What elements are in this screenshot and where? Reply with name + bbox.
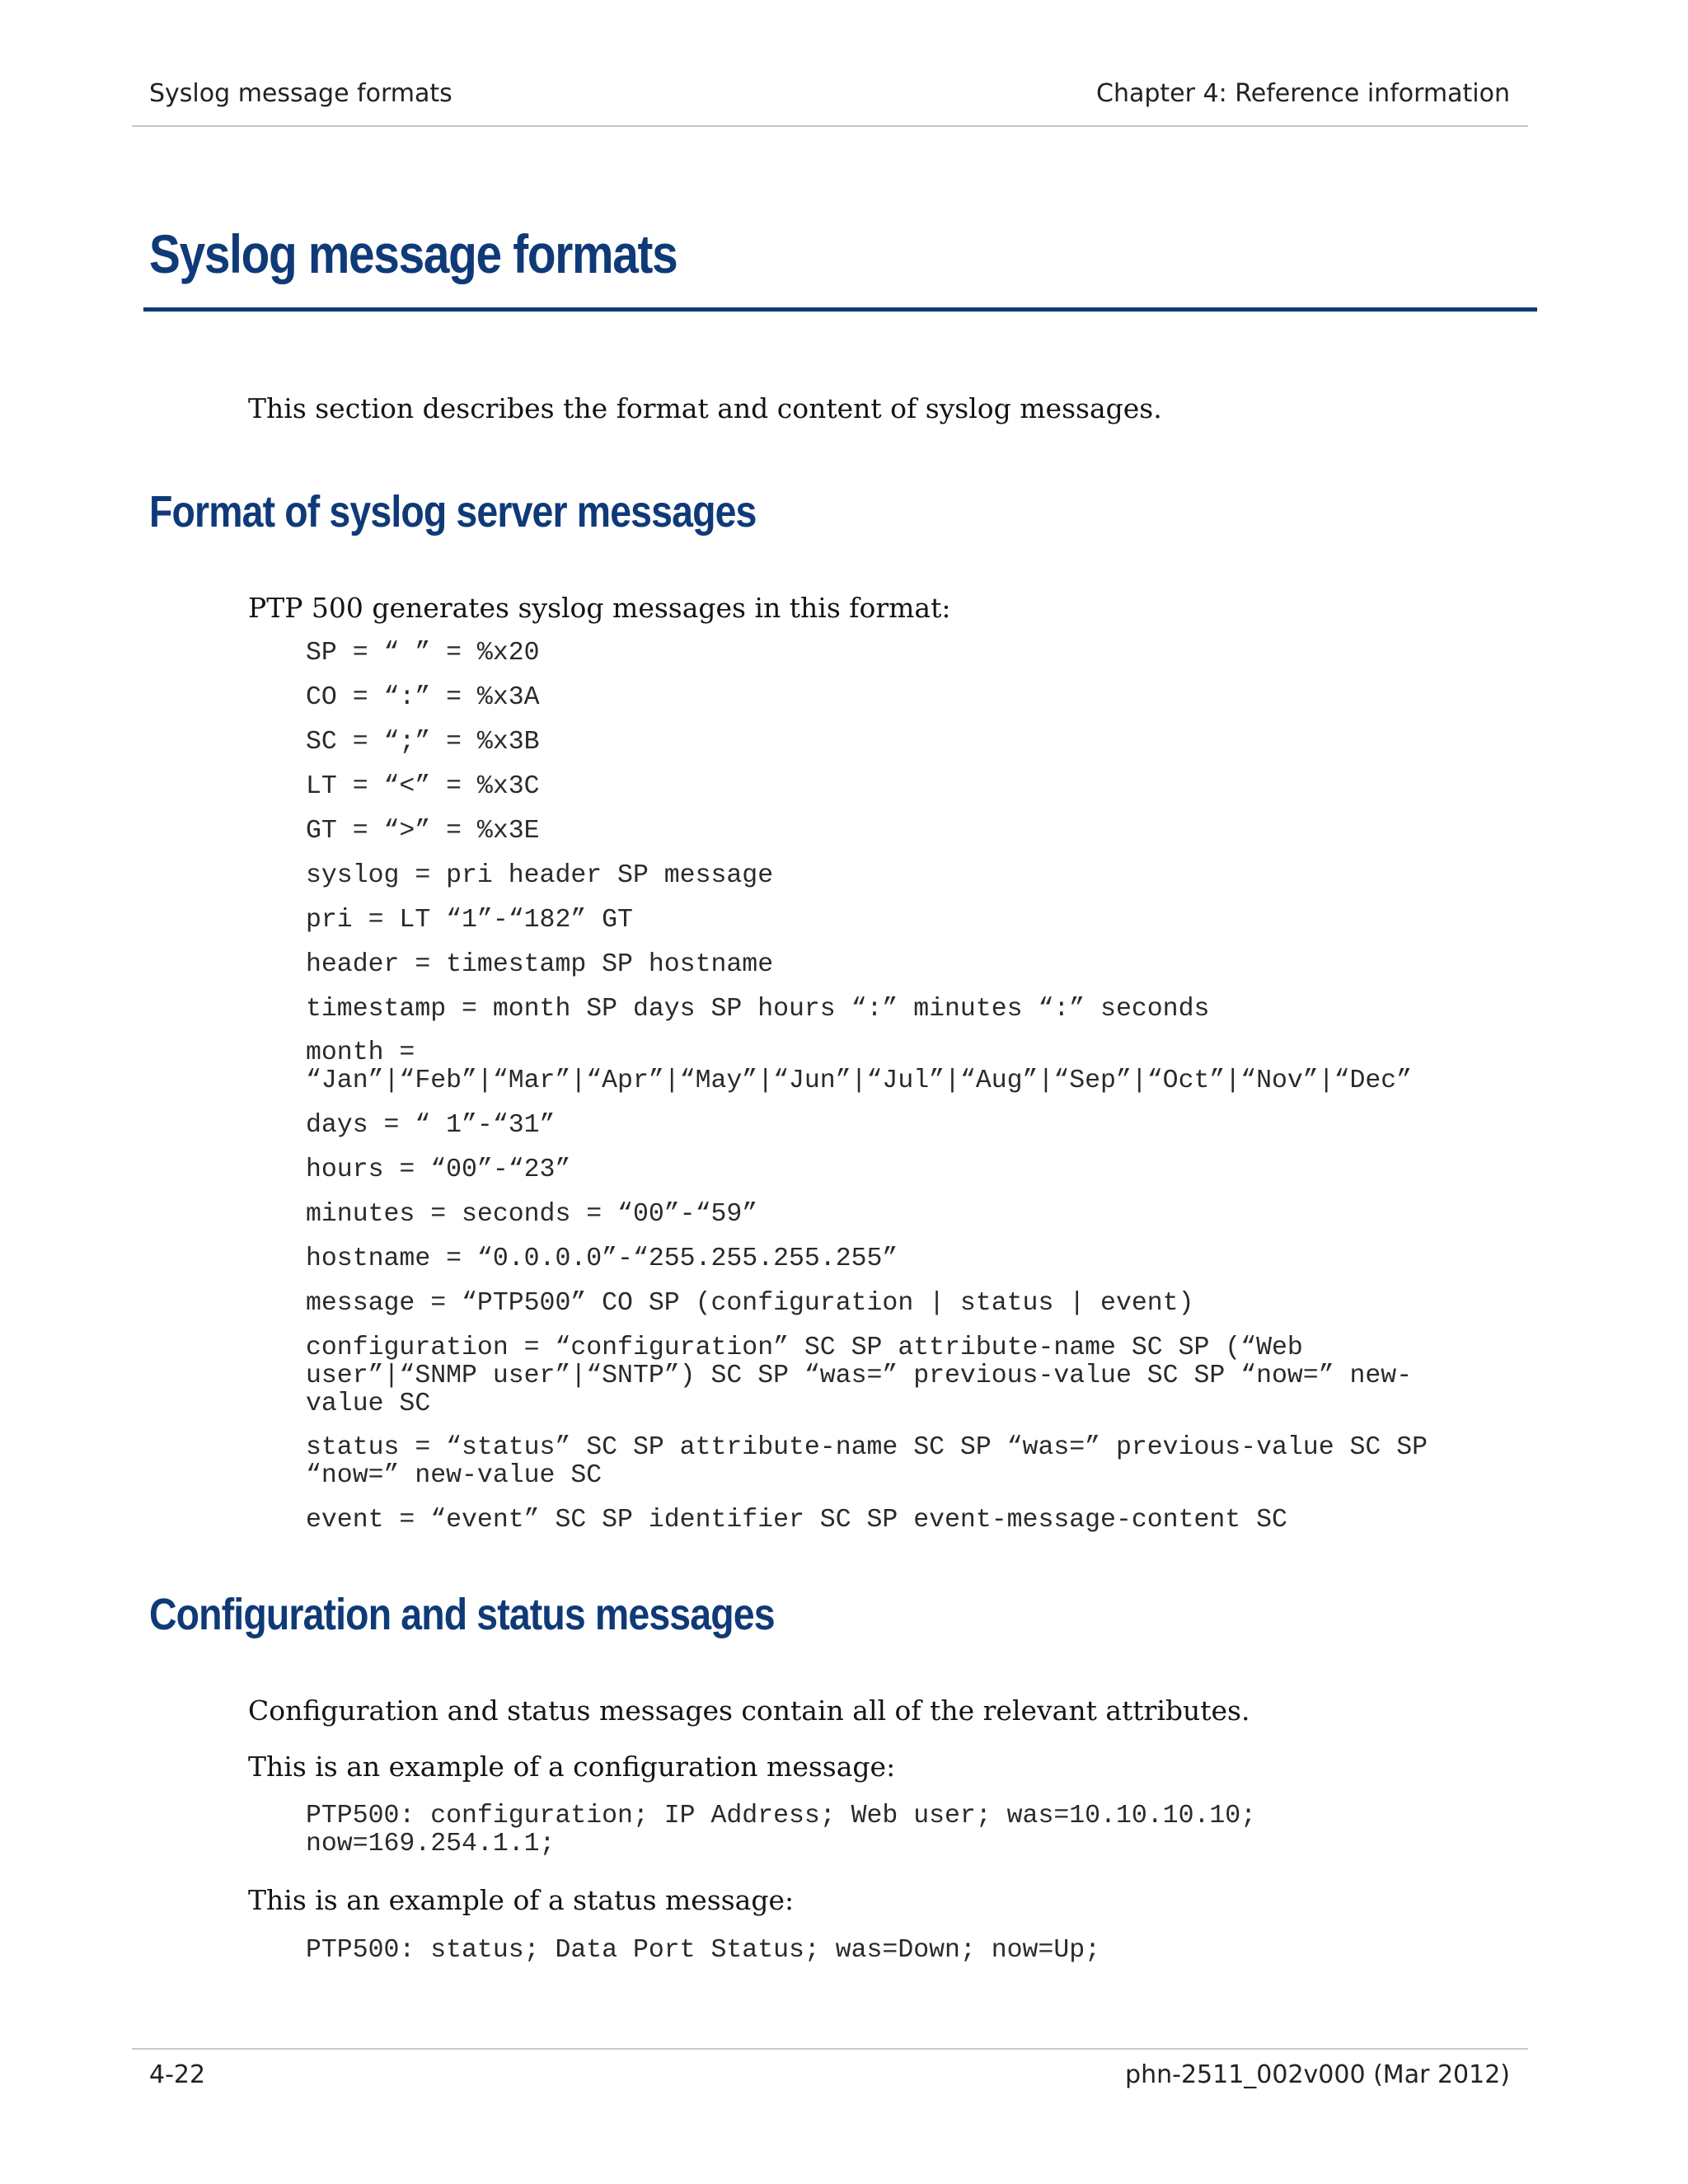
syntax-line-sc: SC = “;” = %x3B [306,728,540,757]
syntax-line-event: event = “event” SC SP identifier SC SP event-message-content SC [306,1506,1287,1535]
syntax-line-status: status = “status” SC SP attribute-name SC SP “was=” previous-value SC SP “now=” new-value SC [306,1433,1428,1490]
format-lead-paragraph: PTP 500 generates syslog messages in this format: [248,592,951,624]
syntax-line-minutes: minutes = seconds = “00”-“59” [306,1200,758,1229]
syntax-line-month: month = “Jan”|“Feb”|“Mar”|“Apr”|“May”|“Jun”|“Jul”|“Aug”|“Sep”|“Oct”|“Nov”|“Dec” [306,1038,1413,1095]
syntax-line-days: days = “ 1”-“31” [306,1111,556,1140]
syntax-line-sp: SP = “ ” = %x20 [306,639,540,668]
config-status-paragraph: Configuration and status messages contain all of the relevant attributes. [248,1694,1250,1727]
syntax-line-syslog: syslog = pri header SP message [306,861,774,890]
syntax-line-timestamp: timestamp = month SP days SP hours “:” minutes “:” seconds [306,995,1210,1024]
config-example-intro: This is an example of a configuration message: [248,1750,896,1783]
header-chapter-name: Chapter 4: Reference information [1096,79,1510,108]
intro-paragraph: This section describes the format and content of syslog messages. [248,392,1162,424]
syntax-line-pri: pri = LT “1”-“182” GT [306,906,633,935]
syntax-line-gt: GT = “>” = %x3E [306,817,540,846]
syntax-line-lt: LT = “<” = %x3C [306,772,540,801]
running-footer [149,2060,1510,2089]
page-title: Syslog message formats [149,223,678,284]
title-underline [143,307,1537,312]
header-divider [132,125,1528,127]
status-example-intro: This is an example of a status message: [248,1884,795,1916]
syntax-line-hostname: hostname = “0.0.0.0”-“255.255.255.255” [306,1244,898,1273]
syntax-line-hours: hours = “00”-“23” [306,1155,571,1184]
footer-divider [132,2048,1528,2050]
running-header [149,79,1510,108]
document-id: phn-2511_002v000 (Mar 2012) [1125,2060,1510,2089]
status-example-code: PTP500: status; Data Port Status; was=Down; now=Up; [306,1936,1101,1965]
section-heading-format: Format of syslog server messages [149,487,757,537]
syntax-line-header: header = timestamp SP hostname [306,950,774,979]
header-section-name: Syslog message formats [149,79,452,108]
syntax-line-configuration: configuration = “configuration” SC SP attribute-name SC SP (“Web user”|“SNMP user”|“SNTP”) SC SP “was=” previous-value SC SP “now=” new- value SC [306,1333,1413,1418]
syntax-line-message: message = “PTP500” CO SP (configuration | status | event) [306,1289,1194,1318]
section-heading-config-status: Configuration and status messages [149,1590,775,1639]
config-example-code: PTP500: configuration; IP Address; Web user; was=10.10.10.10; now=169.254.1.1; [306,1802,1257,1858]
page-number: 4-22 [149,2060,206,2089]
syntax-line-co: CO = “:” = %x3A [306,683,540,712]
